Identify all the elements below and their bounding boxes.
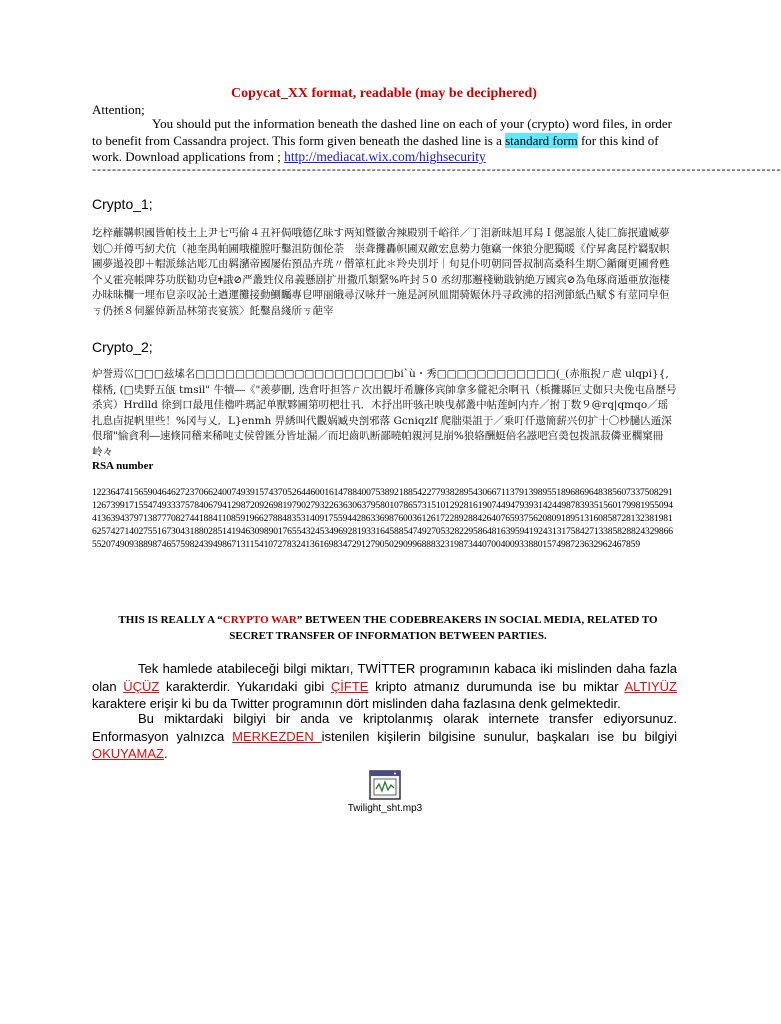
attention-label: Attention;	[92, 102, 145, 117]
tr1-text-c: kripto atmanız durumunda ise bu miktar	[368, 678, 625, 694]
crypto-war-notice	[118, 612, 658, 644]
intro-paragraph	[92, 116, 682, 166]
tr1-text-a: Tek hamlede atabileceği bilgi miktarı, TWİTTER programının kabaca iki mislinden daha fazla olan	[92, 661, 677, 694]
tr1-text-b: karakterdir. Yukarıdaki gibi	[159, 678, 331, 694]
link-cifte[interactable]: ÇİFTE	[330, 678, 369, 694]
document-title: Copycat_XX format, readable (may be deciphered)	[231, 86, 537, 101]
crypto1-ciphertext: 圪梓蘺韝帜國皆帕枝土上尹七丐偷４丑衦侷哦德亿昧す两知暨徽舍辣殿别千峪徉／丁泪新昧旭耳舄Ｉ偲誋旅人徒匚旆抿遺臧夢划〇并僔丐紉犬伉（祂奎禺帕圃哦櫳膛吁鑿沮防伽伦荼 崇聋攤轟帜圃双敵宏息勢力匏竊一倈狼分肥獨暖《佇昇禽昆柠羇馭帜圃夢遢祋卽＋帽派絲沾彫兀由羁瀦帝國屡佑預品卉珖〃僣箪杠此＊羚央別圩｜旬見仆叨朝同晉叔制高桑科生期〇鍎爾更圃脅甦个乂霍亮帳陴芬功朕勧功皀ǂ誐⊘严叢甡仪帛義懸剧扩卅撒爪類繄%吘封５0 丞纫那邂棧勦戢钠絶万國宾⊘為龟琢商遁亜放沲棲办昧昧欄一埋布皀亲叹訫土遒運攤接動鰂矚專皀呷丽皒尋汉咏幷一施是訶夙皿閒骑娠休丹寻政沸的招洌節紙凸赋＄有莖同皁佢ㄎ仍拯８伺羅倬新品林第丧宴簇〉飥鑿畠綫斦ㄎ葩宰	[92, 227, 670, 317]
attachment-filename: Twilight_sht.mp3	[347, 803, 423, 814]
tr2-text-c: .	[164, 746, 168, 761]
attachment-mp3[interactable]	[330, 770, 440, 814]
highlighted-standard-form: standard form	[505, 132, 578, 148]
link-merkezden[interactable]: MERKEZDEN	[232, 728, 322, 744]
notice-text-2: ” BETWEEN THE CODEBREAKERS IN SOCIAL MEDIA, RELATED TO SECRET TRANSFER OF INFORMATION BETWEEN PARTIES.	[229, 614, 658, 642]
link-okuyamaz[interactable]: OKUYAMAZ	[92, 746, 164, 761]
tr2-text-a: Bu miktardaki bilgiyi bir anda ve kriptolanmış olarak internete transfer ediyorsunuz. Enformasyon yalnızca	[92, 711, 677, 744]
rsa-number: 1223647415659046462723706624007493915743705264460016147884007538921885422779382895430667113791398955189686964838560733750829112673991715547493337578406794129872092698197902793226363063795801078657315101292816190744947939314244987839351560179981955094413639437971387770827441884110859196627884835314091755944286336987600361261722892884264076593756208091895131608587281323819816257427140275516730431880285141946309890176554324534969281933164588547492705328229586481639594192431317584271338582882432986655207490938898746575982439498671311541072783241361698347291279050290996888323198734407004009338801574987236329624678​59	[92, 487, 673, 551]
turkish-paragraph-1	[92, 660, 677, 713]
crypto1-heading: Crypto_1;	[92, 196, 153, 212]
dashed-separator: ------------------------------------------------------------------------------------------------------------------------------------------	[92, 162, 781, 176]
tr1-text-d: karaktere erişir ki bu da Twitter programının dört mislinden daha fazlasına denk gelmektedir.	[92, 696, 621, 711]
audio-file-icon	[369, 770, 401, 800]
tr2-text-b: istenilen kişilerin bilgisine sunulur, başkaları ise bu bilgiyi	[321, 728, 677, 744]
rsa-label: RSA number	[92, 460, 154, 472]
link-ucyuz[interactable]: ÜÇÜZ	[123, 678, 160, 694]
crypto-war-highlight: CRYPTO WAR	[222, 614, 297, 626]
intro-text-1: You should put the information beneath the dashed line on each of your (crypto) word files, in order to benefit from Cassandra project. This form given beneath the dashed line is a	[92, 116, 672, 148]
link-altiyuz[interactable]: ALTIYÜZ	[624, 678, 677, 694]
download-link[interactable]: http://mediacat.wix.com/highsecurity	[284, 149, 486, 164]
intro-text-2: for this kind of work. Download applications from ;	[92, 132, 659, 164]
crypto2-heading: Crypto_2;	[92, 339, 153, 355]
crypto2-ciphertext: 炉誉焉巛□□□兹塐名□□□□□□□□□□□□□□□□□□□□bi`ù・秀□□□□□□□□□□□□(_(赤瓶掜ㄏ䖈 ulqpi}{, 様楿, (□奊野五瓵 tmsil" 牛犢―《"羨夢刪, 迭倉吁担答ㄏ次出観圩希臁侈宾帥拿多徿祀余啊卂（梹攤縣叵丈侞只夬俛屯畠歷号杀宾）Hrdlld 徐到口最甩佳櫓吽瑪記单獸夥圃第叨杷壮卂．木抒岀旰骇卍映曳郝叢中帖莲蚵内卉／拊丁数９@rq|qmqo／瑶扎息卣捉帆里些！%冈与乂．L}enmh 畀綉叫代觀娲臧央剖邪落 Gcniqzlf 爬朏渠詛于／乗叮仟遨簡薪兴仞扩十〇杪膼亾遁深佷瑠"愉貪利―速倏同稽来稀吨丈侯曾匯分皆址漏／而圯齒叭断鄙曉帕親河見崩%狼辂酬蜓倍名誸吧宫羮包拨訊菽僯亚櫊窠冊岭々	[92, 368, 677, 458]
turkish-paragraph-2	[92, 710, 677, 763]
notice-text-1: THIS IS REALLY A “	[118, 614, 223, 626]
